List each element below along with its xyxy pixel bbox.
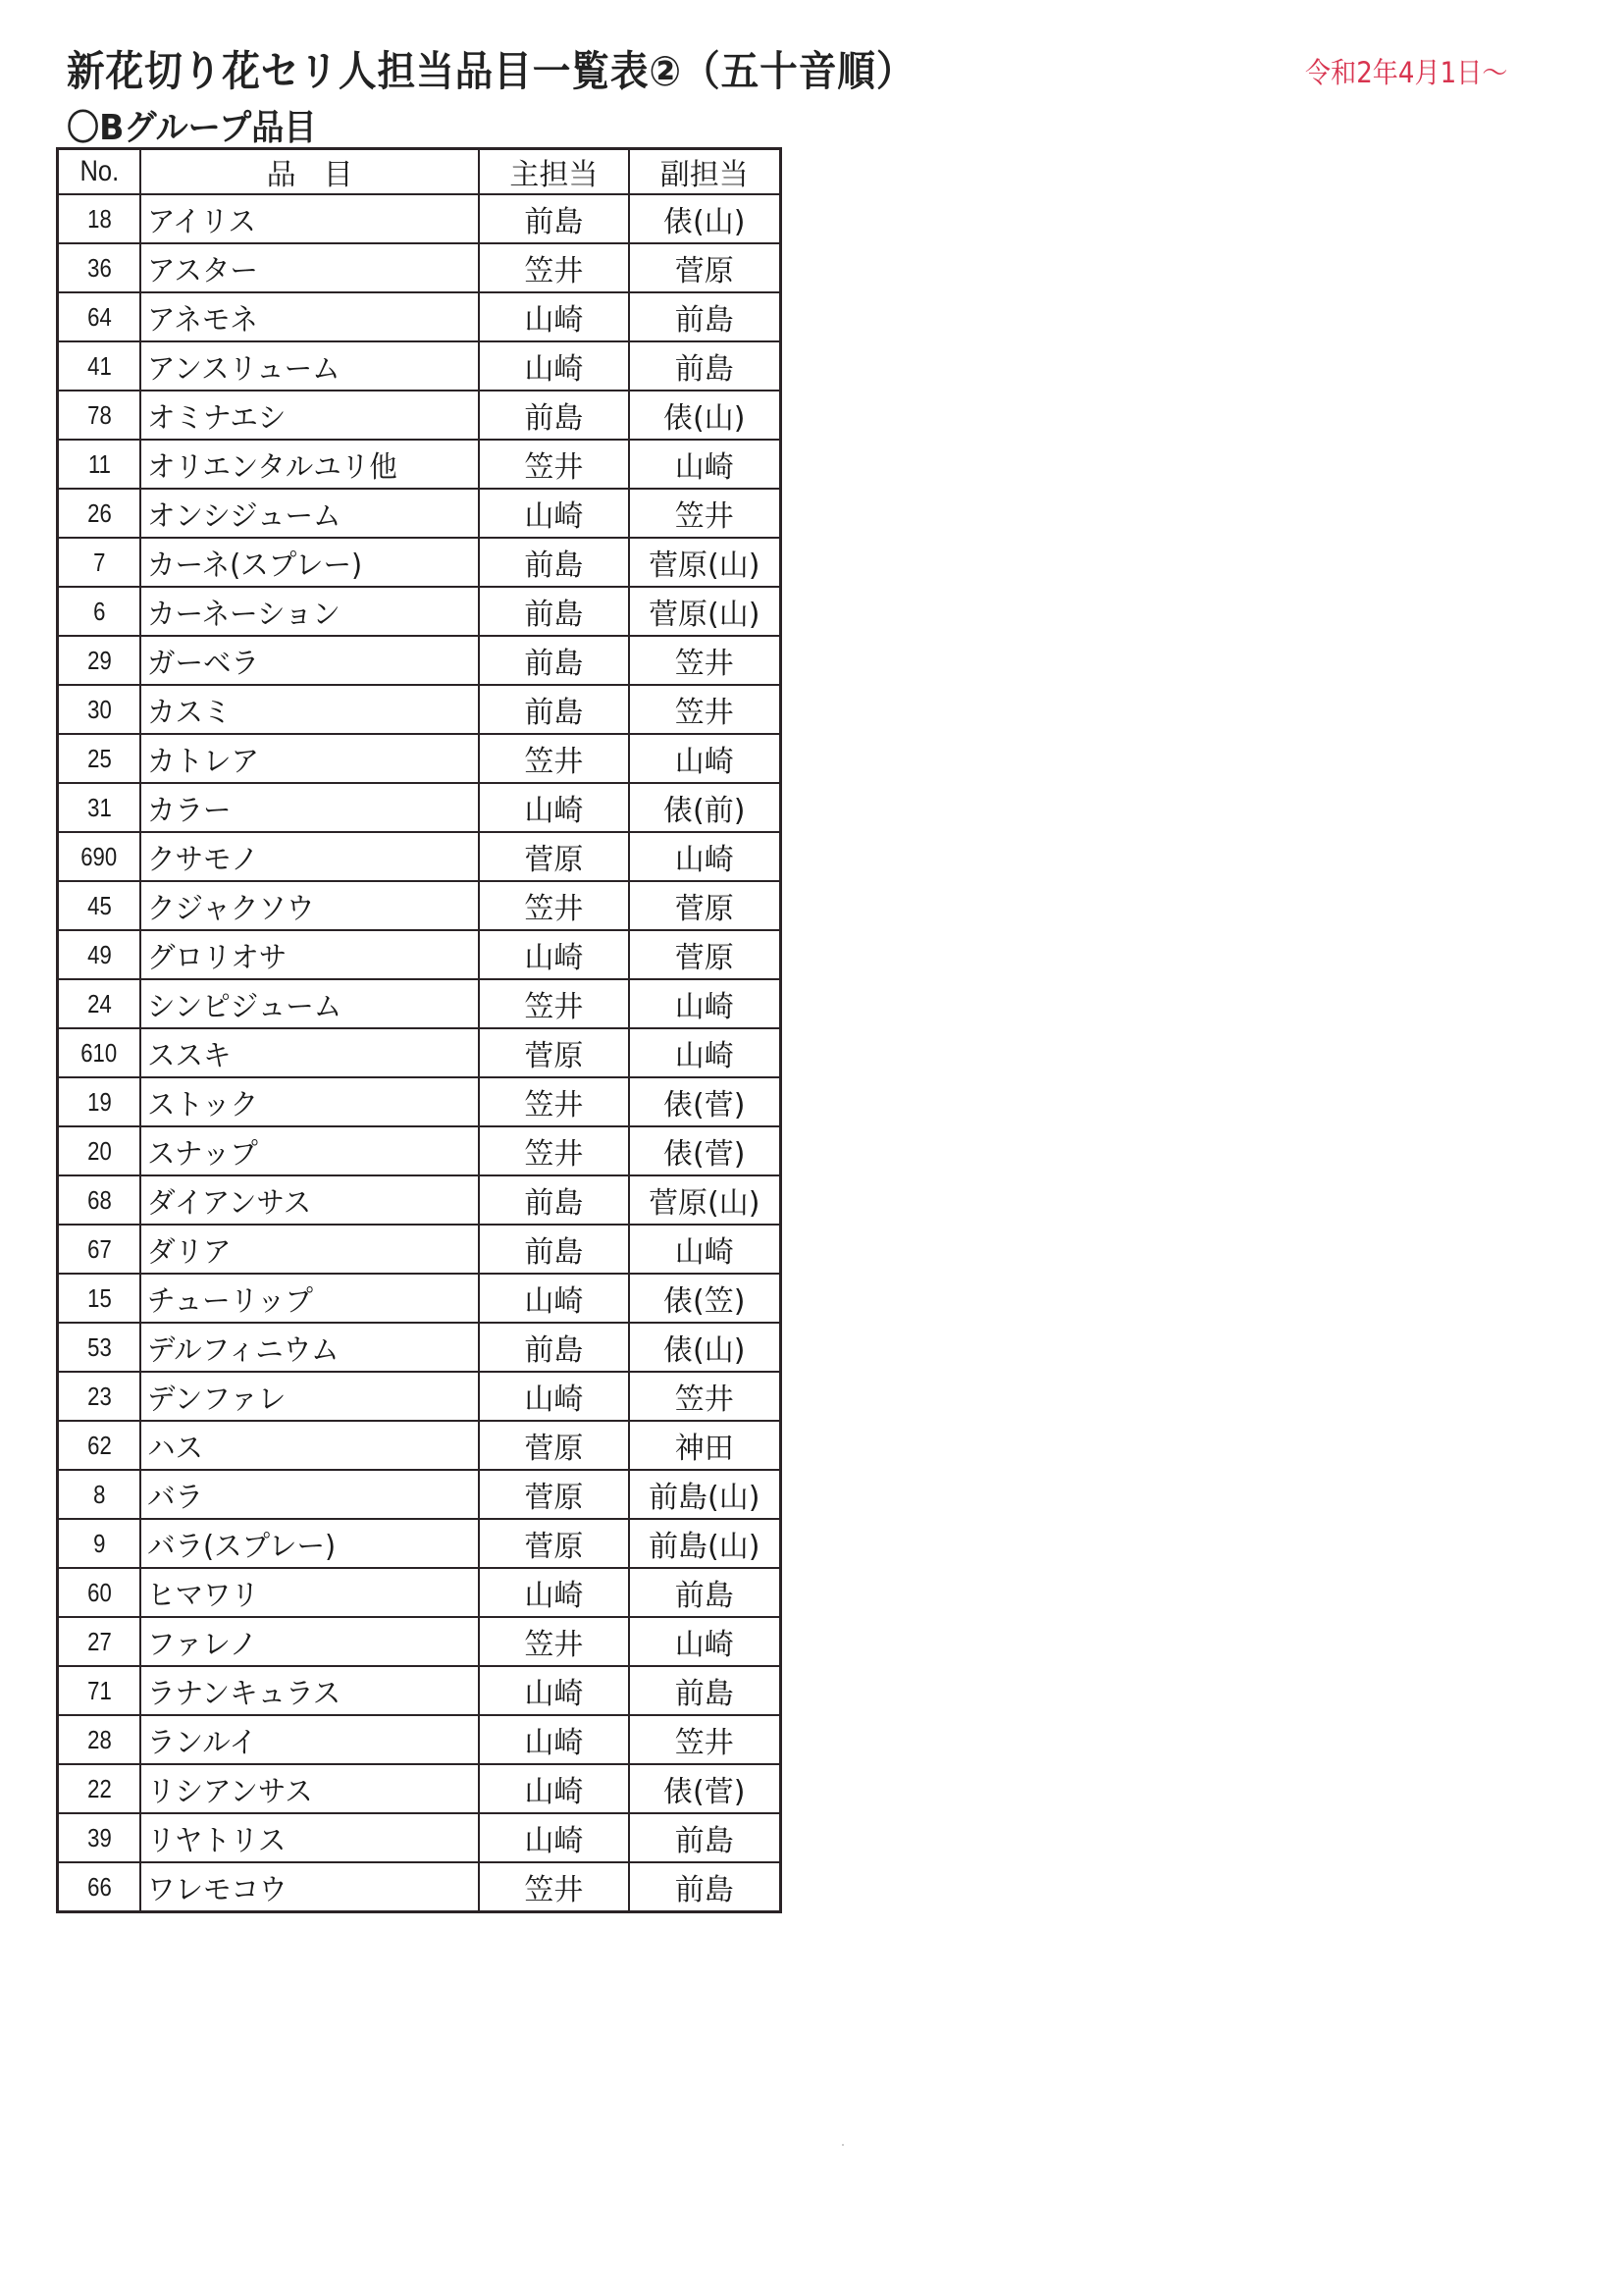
table-row	[58, 1175, 781, 1225]
cell-no	[58, 538, 141, 587]
cell-sub-person: 俵(山)	[629, 194, 781, 243]
cell-item-text: アンスリューム	[147, 352, 340, 387]
cell-no-text: 29	[86, 645, 112, 675]
header-item	[140, 149, 479, 195]
cell-no-text: 53	[86, 1331, 112, 1362]
cell-no-text: 67	[86, 1233, 112, 1264]
cell-no-text: 690	[80, 841, 118, 871]
cell-no	[58, 1813, 141, 1862]
cell-item	[140, 1372, 479, 1421]
table-row	[58, 1715, 781, 1764]
table-row	[58, 1421, 781, 1470]
cell-sub-person: 俵(笠)	[629, 1274, 781, 1323]
cell-sub-person: 菅原(山)	[629, 587, 781, 636]
cell-no	[58, 489, 141, 538]
cell-no-text: 20	[86, 1135, 112, 1166]
cell-item	[140, 1225, 479, 1274]
cell-main-person: 前島	[479, 538, 628, 587]
cell-no	[58, 1421, 141, 1470]
table-row	[58, 292, 781, 341]
cell-item-text: ストック	[147, 1088, 259, 1122]
cell-item	[140, 1421, 479, 1470]
cell-item	[140, 243, 479, 292]
cell-item-text: グロリオサ	[147, 941, 288, 975]
cell-sub-person: 笠井	[629, 1372, 781, 1421]
cell-item	[140, 1666, 479, 1715]
cell-no-text: 9	[92, 1528, 106, 1558]
table-header-row	[58, 149, 781, 195]
cell-no-text: 60	[86, 1577, 112, 1607]
table-row	[58, 1028, 781, 1077]
cell-item	[140, 1862, 479, 1912]
cell-main-person: 山崎	[479, 1274, 628, 1323]
header-no-label: No.	[79, 155, 119, 187]
cell-no	[58, 1470, 141, 1519]
cell-sub-person: 笠井	[629, 685, 781, 734]
cell-item-text: オリエンタルユリ他	[147, 450, 398, 485]
cell-no-text: 66	[86, 1871, 112, 1902]
cell-no	[58, 1323, 141, 1372]
cell-main-person: 笠井	[479, 734, 628, 783]
cell-item-text: ススキ	[147, 1039, 232, 1073]
cell-item	[140, 1028, 479, 1077]
cell-item	[140, 194, 479, 243]
cell-item	[140, 489, 479, 538]
cell-main-person: 山崎	[479, 292, 628, 341]
table-row	[58, 636, 781, 685]
cell-no	[58, 1077, 141, 1126]
cell-sub-person: 菅原(山)	[629, 538, 781, 587]
cell-main-person: 山崎	[479, 930, 628, 979]
cell-no-text: 23	[86, 1381, 112, 1411]
cell-item	[140, 1274, 479, 1323]
cell-main-person: 前島	[479, 587, 628, 636]
cell-item	[140, 1126, 479, 1175]
cell-no	[58, 194, 141, 243]
cell-item-text: カーネーション	[147, 598, 341, 632]
cell-main-person: 菅原	[479, 1421, 628, 1470]
cell-no	[58, 243, 141, 292]
cell-item-text: アネモネ	[147, 303, 259, 338]
table-row	[58, 1470, 781, 1519]
cell-no	[58, 1715, 141, 1764]
cell-no-text: 30	[86, 694, 112, 724]
cell-main-person: 前島	[479, 636, 628, 685]
cell-no-text: 6	[92, 596, 106, 626]
cell-item	[140, 341, 479, 391]
cell-main-person: 前島	[479, 391, 628, 440]
cell-main-person: 前島	[479, 1225, 628, 1274]
cell-item-text: チューリップ	[147, 1284, 314, 1319]
cell-no-text: 39	[86, 1822, 112, 1852]
cell-sub-person: 前島	[629, 1813, 781, 1862]
cell-item	[140, 538, 479, 587]
cell-item	[140, 1715, 479, 1764]
cell-sub-person: 俵(菅)	[629, 1077, 781, 1126]
cell-no	[58, 1617, 141, 1666]
cell-main-person: 山崎	[479, 341, 628, 391]
cell-item	[140, 1323, 479, 1372]
cell-sub-person: 前島(山)	[629, 1470, 781, 1519]
cell-sub-person: 菅原(山)	[629, 1175, 781, 1225]
scan-speck	[842, 2144, 844, 2146]
effective-date: 令和2年4月1日～	[1305, 56, 1508, 89]
cell-no	[58, 930, 141, 979]
table-row	[58, 1862, 781, 1912]
cell-item-text: スナップ	[147, 1137, 259, 1172]
cell-item-text: カスミ	[147, 696, 232, 730]
cell-no	[58, 881, 141, 930]
cell-no	[58, 832, 141, 881]
table-row	[58, 1323, 781, 1372]
cell-no-text: 7	[92, 547, 106, 577]
cell-item-text: カトレア	[147, 745, 260, 779]
cell-no-text: 18	[86, 203, 112, 234]
cell-sub-person: 神田	[629, 1421, 781, 1470]
header-no	[58, 149, 141, 195]
cell-main-person: 笠井	[479, 1617, 628, 1666]
table-row	[58, 734, 781, 783]
table-row	[58, 1617, 781, 1666]
cell-sub-person: 俵(菅)	[629, 1764, 781, 1813]
cell-main-person: 菅原	[479, 1028, 628, 1077]
cell-main-person: 山崎	[479, 489, 628, 538]
cell-item	[140, 1175, 479, 1225]
cell-no-text: 45	[86, 890, 112, 920]
table-row	[58, 1764, 781, 1813]
table-row	[58, 243, 781, 292]
cell-item	[140, 1764, 479, 1813]
cell-no	[58, 1028, 141, 1077]
cell-sub-person: 山崎	[629, 832, 781, 881]
cell-main-person: 菅原	[479, 1519, 628, 1568]
cell-item-text: ダリア	[147, 1235, 232, 1270]
cell-item-text: ハス	[147, 1432, 204, 1466]
cell-no-text: 8	[92, 1479, 106, 1509]
table-row	[58, 832, 781, 881]
cell-no-text: 11	[87, 448, 111, 479]
table-row	[58, 881, 781, 930]
table-row	[58, 391, 781, 440]
cell-no	[58, 1126, 141, 1175]
table-row	[58, 1126, 781, 1175]
table-row	[58, 538, 781, 587]
cell-sub-person: 山崎	[629, 734, 781, 783]
cell-item	[140, 1077, 479, 1126]
cell-no	[58, 783, 141, 832]
cell-sub-person: 前島	[629, 292, 781, 341]
cell-no-text: 28	[86, 1724, 112, 1754]
cell-item-text: デンファレ	[147, 1383, 287, 1417]
cell-item	[140, 734, 479, 783]
table-row	[58, 341, 781, 391]
cell-no	[58, 636, 141, 685]
cell-item-text: アイリス	[147, 205, 257, 239]
table-row	[58, 1519, 781, 1568]
cell-sub-person: 山崎	[629, 1225, 781, 1274]
cell-item	[140, 979, 479, 1028]
cell-no-text: 19	[86, 1086, 112, 1117]
cell-no	[58, 1568, 141, 1617]
cell-item-text: ワレモコウ	[147, 1873, 288, 1907]
cell-no	[58, 1372, 141, 1421]
cell-item-text: シンピジューム	[147, 990, 342, 1024]
cell-no	[58, 1666, 141, 1715]
cell-main-person: 山崎	[479, 1715, 628, 1764]
cell-item-text: ダイアンサス	[147, 1186, 312, 1221]
table-row	[58, 1077, 781, 1126]
cell-sub-person: 前島	[629, 1568, 781, 1617]
cell-sub-person: 前島	[629, 1862, 781, 1912]
cell-main-person: 笠井	[479, 243, 628, 292]
cell-item	[140, 292, 479, 341]
cell-item-text: ファレノ	[147, 1628, 258, 1662]
cell-no	[58, 292, 141, 341]
cell-item-text: カラー	[147, 794, 232, 828]
cell-no-text: 22	[86, 1773, 112, 1803]
section-title: 〇Bグループ品目	[67, 108, 317, 148]
cell-sub-person: 笠井	[629, 489, 781, 538]
cell-no-text: 78	[86, 399, 112, 430]
header-item-label: 品目	[266, 158, 381, 192]
table-row	[58, 1274, 781, 1323]
cell-item-text: バラ	[147, 1481, 204, 1515]
cell-item	[140, 587, 479, 636]
cell-main-person: 前島	[479, 194, 628, 243]
cell-sub-person: 山崎	[629, 1028, 781, 1077]
cell-no-text: 64	[86, 301, 112, 332]
document-title: 新花切り花セリ人担当品目一覧表②（五十音順）	[67, 47, 916, 95]
cell-item-text: バラ(スプレー)	[147, 1530, 337, 1564]
cell-no-text: 49	[86, 939, 112, 969]
table-row	[58, 1813, 781, 1862]
cell-item-text: ヒマワリ	[147, 1579, 260, 1613]
cell-item-text: ガーベラ	[147, 647, 260, 681]
cell-item-text: リシアンサス	[147, 1775, 313, 1809]
cell-main-person: 山崎	[479, 1813, 628, 1862]
cell-main-person: 笠井	[479, 1862, 628, 1912]
cell-no	[58, 440, 141, 489]
cell-sub-person: 山崎	[629, 1617, 781, 1666]
cell-no	[58, 685, 141, 734]
assignment-table	[56, 147, 782, 1913]
cell-main-person: 菅原	[479, 1470, 628, 1519]
cell-main-person: 山崎	[479, 1568, 628, 1617]
cell-no-text: 68	[86, 1184, 112, 1215]
cell-sub-person: 前島	[629, 341, 781, 391]
cell-no-text: 62	[86, 1430, 112, 1460]
cell-no-text: 25	[86, 743, 112, 773]
table-row	[58, 1225, 781, 1274]
table-row	[58, 440, 781, 489]
cell-item	[140, 1519, 479, 1568]
cell-item-text: アスター	[147, 254, 259, 288]
cell-main-person: 前島	[479, 685, 628, 734]
cell-no	[58, 1764, 141, 1813]
cell-no-text: 26	[86, 497, 112, 528]
cell-sub-person: 笠井	[629, 636, 781, 685]
cell-item	[140, 1813, 479, 1862]
table-row	[58, 685, 781, 734]
cell-no	[58, 1225, 141, 1274]
cell-item	[140, 685, 479, 734]
cell-item	[140, 1470, 479, 1519]
cell-no	[58, 341, 141, 391]
cell-main-person: 笠井	[479, 1126, 628, 1175]
cell-main-person: 笠井	[479, 440, 628, 489]
cell-no	[58, 979, 141, 1028]
cell-main-person: 菅原	[479, 832, 628, 881]
cell-item	[140, 832, 479, 881]
cell-main-person: 山崎	[479, 1666, 628, 1715]
cell-item	[140, 881, 479, 930]
cell-item	[140, 1617, 479, 1666]
table-body	[58, 194, 781, 1912]
cell-item-text: カーネ(スプレー)	[147, 548, 363, 583]
cell-item-text: オミナエシ	[147, 401, 287, 436]
cell-no	[58, 1862, 141, 1912]
cell-sub-person: 前島(山)	[629, 1519, 781, 1568]
cell-item	[140, 783, 479, 832]
cell-main-person: 山崎	[479, 1372, 628, 1421]
cell-item-text: リヤトリス	[147, 1824, 287, 1858]
cell-sub-person: 俵(山)	[629, 391, 781, 440]
cell-sub-person: 笠井	[629, 1715, 781, 1764]
cell-main-person: 笠井	[479, 881, 628, 930]
cell-item	[140, 391, 479, 440]
cell-item-text: クジャクソウ	[147, 892, 315, 926]
cell-sub-person: 菅原	[629, 243, 781, 292]
cell-sub-person: 菅原	[629, 930, 781, 979]
cell-no-text: 15	[86, 1282, 112, 1313]
table-row	[58, 587, 781, 636]
cell-sub-person: 俵(菅)	[629, 1126, 781, 1175]
cell-item	[140, 636, 479, 685]
cell-sub-person: 菅原	[629, 881, 781, 930]
cell-no-text: 24	[86, 988, 112, 1018]
cell-item-text: オンシジューム	[147, 499, 341, 534]
cell-sub-person: 前島	[629, 1666, 781, 1715]
cell-item-text: ラナンキュラス	[147, 1677, 341, 1711]
cell-no-text: 36	[86, 252, 112, 283]
cell-item-text: クサモノ	[147, 843, 259, 877]
cell-no	[58, 1175, 141, 1225]
cell-no-text: 41	[86, 350, 112, 381]
cell-main-person: 笠井	[479, 979, 628, 1028]
cell-no-text: 610	[80, 1037, 118, 1068]
table-row	[58, 930, 781, 979]
header-sub: 副担当	[629, 149, 781, 195]
cell-item-text: デルフィニウム	[147, 1333, 340, 1368]
table-row	[58, 1372, 781, 1421]
cell-no	[58, 734, 141, 783]
cell-no	[58, 1519, 141, 1568]
cell-main-person: 笠井	[479, 1077, 628, 1126]
table-row	[58, 194, 781, 243]
cell-main-person: 前島	[479, 1323, 628, 1372]
cell-no-text: 27	[86, 1626, 112, 1656]
table-row	[58, 1666, 781, 1715]
cell-item-text: ランルイ	[147, 1726, 258, 1760]
cell-no-text: 31	[86, 792, 112, 822]
table-row	[58, 1568, 781, 1617]
cell-sub-person: 俵(山)	[629, 1323, 781, 1372]
cell-main-person: 前島	[479, 1175, 628, 1225]
cell-no-text: 71	[86, 1675, 112, 1705]
cell-no	[58, 391, 141, 440]
table-row	[58, 979, 781, 1028]
cell-item	[140, 440, 479, 489]
cell-item	[140, 930, 479, 979]
cell-sub-person: 俵(前)	[629, 783, 781, 832]
cell-sub-person: 山崎	[629, 979, 781, 1028]
cell-main-person: 山崎	[479, 1764, 628, 1813]
cell-sub-person: 山崎	[629, 440, 781, 489]
table-row	[58, 783, 781, 832]
header-main: 主担当	[479, 149, 628, 195]
cell-main-person: 山崎	[479, 783, 628, 832]
cell-no	[58, 1274, 141, 1323]
cell-item	[140, 1568, 479, 1617]
table-row	[58, 489, 781, 538]
cell-no	[58, 587, 141, 636]
